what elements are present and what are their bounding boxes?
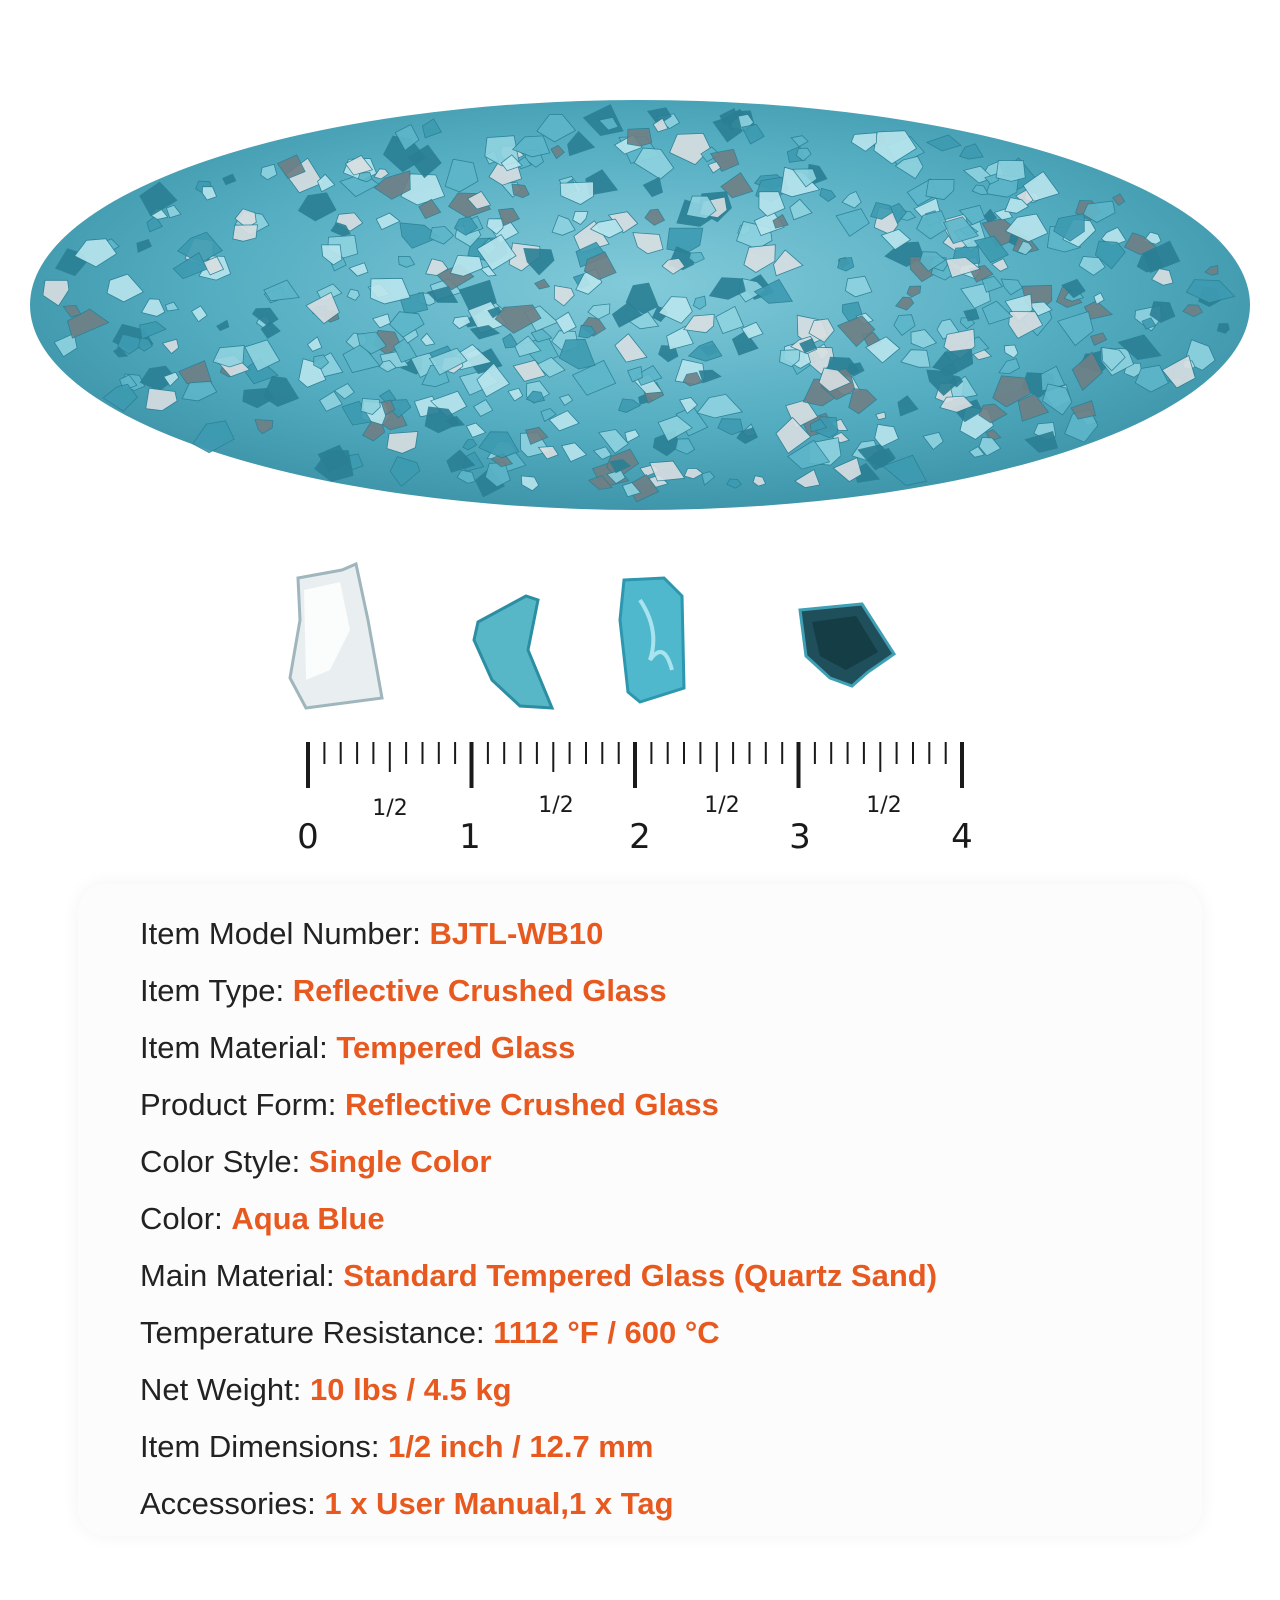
spec-label: Color: xyxy=(140,1201,232,1236)
spec-row-item-dimensions xyxy=(140,1418,937,1475)
spec-value: Standard Tempered Glass (Quartz Sand) xyxy=(343,1258,938,1293)
spec-value: Single Color xyxy=(308,1144,492,1179)
ruler-half-label: 1/2 xyxy=(372,796,408,821)
glass-shard xyxy=(627,128,651,146)
aqua-textured-sample-piece xyxy=(620,578,684,702)
ruler-half-label: 1/2 xyxy=(866,793,902,818)
dark-sample-piece xyxy=(800,604,894,686)
spec-value: BJTL-WB10 xyxy=(429,916,604,951)
spec-value: Aqua Blue xyxy=(231,1201,385,1236)
spec-value: Tempered Glass xyxy=(336,1030,576,1065)
spec-label: Temperature Resistance: xyxy=(140,1315,494,1350)
spec-label: Item Dimensions: xyxy=(140,1429,389,1464)
spec-row-temperature-resistance xyxy=(140,1304,937,1361)
ruler-number-1: 1 xyxy=(459,817,481,857)
glass-shard xyxy=(233,225,258,242)
spec-value: Reflective Crushed Glass xyxy=(292,973,667,1008)
spec-row-color-style xyxy=(140,1133,937,1190)
spec-label: Item Model Number: xyxy=(140,916,430,951)
glass-sample-pieces xyxy=(0,560,1280,730)
ruler-number-0: 0 xyxy=(297,817,319,857)
spec-row-main-material xyxy=(140,1247,937,1304)
spec-row-model-number xyxy=(140,905,937,962)
spec-label: Accessories: xyxy=(140,1486,325,1521)
silver-sample-piece xyxy=(290,564,382,708)
spec-value: 1/2 inch / 12.7 mm xyxy=(388,1429,654,1464)
ruler-number-4: 4 xyxy=(951,817,973,857)
spec-value: Reflective Crushed Glass xyxy=(345,1087,719,1122)
spec-row-product-form xyxy=(140,1076,937,1133)
spec-label: Color Style: xyxy=(140,1144,309,1179)
aqua-clear-sample-piece xyxy=(474,596,552,708)
spec-row-net-weight xyxy=(140,1361,937,1418)
spec-list xyxy=(140,905,937,1532)
spec-label: Net Weight: xyxy=(140,1372,311,1407)
spec-label: Main Material: xyxy=(140,1258,344,1293)
ruler-number-2: 2 xyxy=(629,817,651,857)
ruler-number-3: 3 xyxy=(789,817,811,857)
crushed-glass-pile-image xyxy=(0,80,1280,540)
spec-value: 1 x User Manual,1 x Tag xyxy=(324,1486,674,1521)
spec-value: 1112 °F / 600 °C xyxy=(493,1315,720,1350)
spec-row-accessories xyxy=(140,1475,937,1532)
spec-label: Item Type: xyxy=(140,973,293,1008)
spec-row-item-material xyxy=(140,1019,937,1076)
spec-value: 10 lbs / 4.5 kg xyxy=(310,1372,512,1407)
spec-row-item-type xyxy=(140,962,937,1019)
spec-label: Item Material: xyxy=(140,1030,337,1065)
ruler-half-label: 1/2 xyxy=(538,793,574,818)
glass-shard xyxy=(996,160,1025,181)
ruler-half-label: 1/2 xyxy=(704,793,740,818)
spec-label: Product Form: xyxy=(140,1087,345,1122)
spec-row-color xyxy=(140,1190,937,1247)
measurement-ruler xyxy=(0,740,1280,870)
